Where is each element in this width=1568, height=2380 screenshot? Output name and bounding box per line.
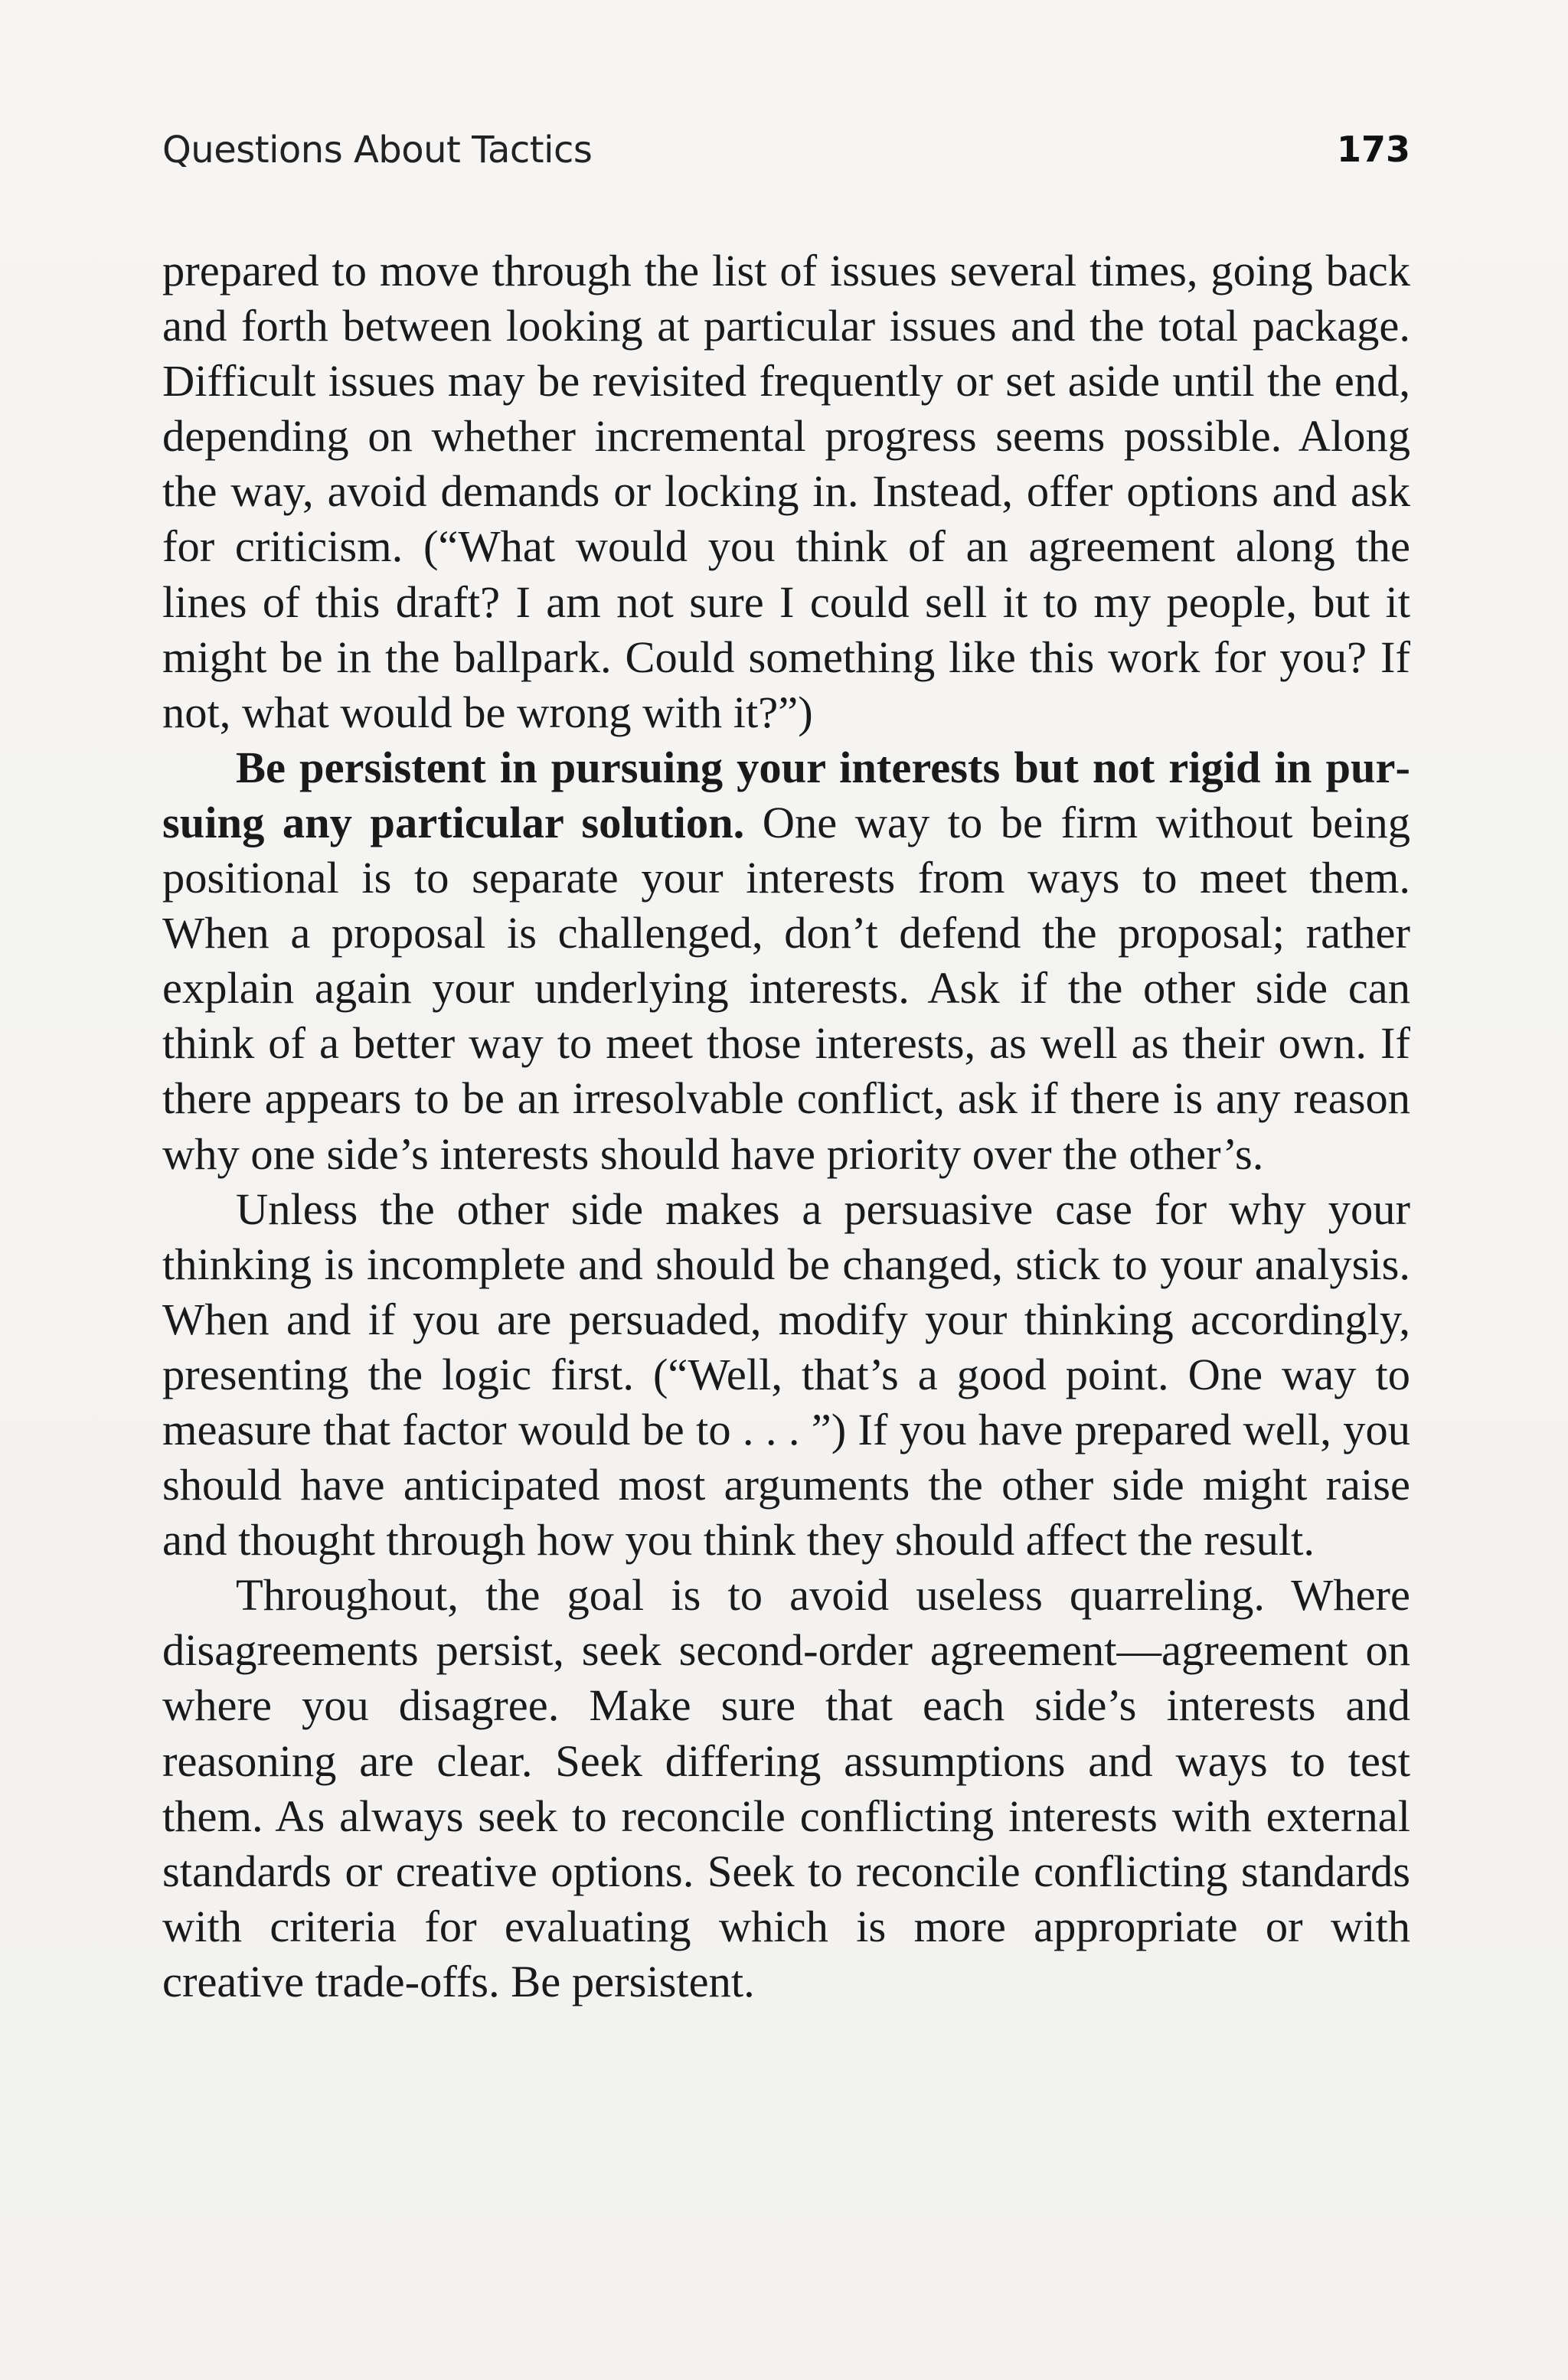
body-text	[162, 243, 1410, 2009]
paragraph-continued	[162, 243, 1410, 740]
paragraph-text: Throughout, the goal is to avoid useless quarreling. Where disagreements persist, seek second-order agreement—agreement on where you disagree. Make sure that each side’s interests and reasoning are clear. Seek differing assumptions and ways to test them. As always seek to reconcile conflicting interests with external standards or creative options. Seek to reconcile conflicting standards with criteria for evaluating which is more appropriate or with creative trade-offs. Be persistent.	[162, 1570, 1410, 2006]
paragraph-lead: Be persistent in pursuing your interests but not rigid in pursuing any particular solution.	[162, 742, 1410, 847]
page-number: 173	[1336, 129, 1410, 170]
paragraph-text: One way to be firm without being positional is to separate your interests from ways to meet them. When a proposal is challenged, don’t defend the proposal; rather explain again your underlying interests. Ask if the other side can think of a better way to meet those interests, as well as their own. If there appears to be an irresolvable conflict, ask if there is any reason why one side’s interests should have priority over the other’s.	[162, 797, 1410, 1179]
paragraph-unless	[162, 1182, 1410, 1569]
paragraph-text: prepared to move through the list of issues several times, going back and forth between looking at particular issues and the total package. Difficult issues may be revisited frequently or set aside until the end, depending on whether incremental progress seems possible. Along the way, avoid demands or locking in. Instead, offer options and ask for criticism. (“What would you think of an agreement along the lines of this draft? I am not sure I could sell it to my people, but it might be in the ballpark. Could something like this work for you? If not, what would be wrong with it?”)	[162, 246, 1410, 737]
paragraph-text: Unless the other side makes a persuasive case for why your thinking is incomplete and should be changed, stick to your analysis. When and if you are persuaded, modify your thinking accordingly, presenting the logic first. (“Well, that’s a good point. One way to measure that factor would be to . . . ”) If you have prepared well, you should have anticipated most arguments the other side might raise and thought through how you think they should affect the result.	[162, 1183, 1410, 1565]
paragraph-throughout	[162, 1568, 1410, 2009]
page-header	[162, 129, 1410, 182]
running-head: Questions About Tactics	[162, 129, 593, 171]
paragraph-persistent	[162, 740, 1410, 1182]
